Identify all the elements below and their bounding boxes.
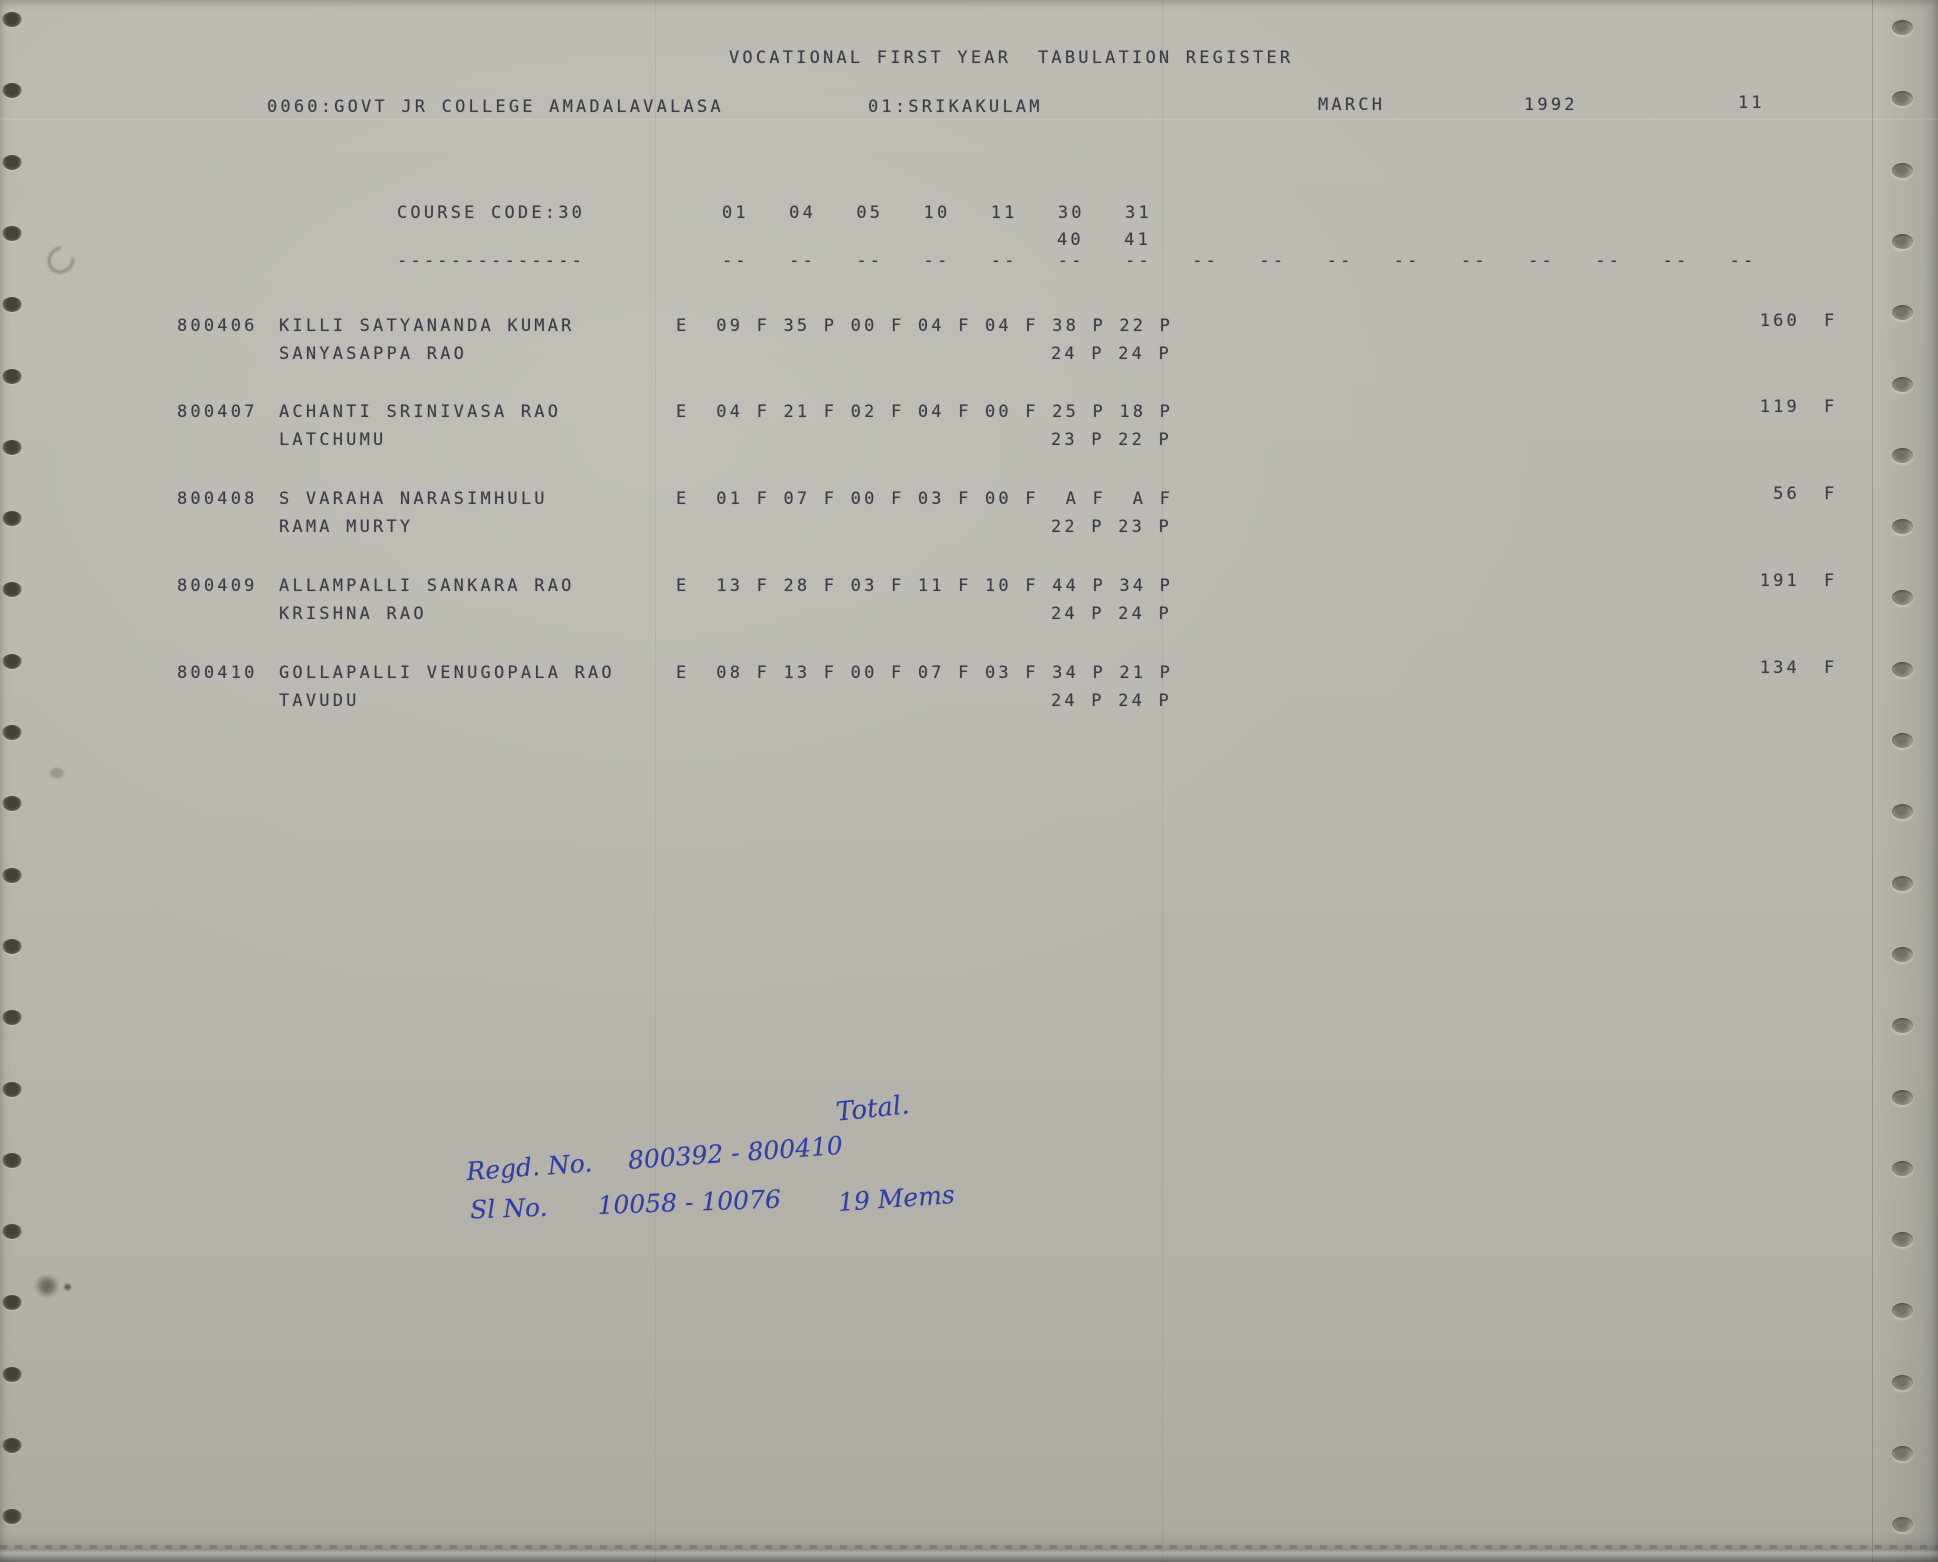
total-marks: 56 — [1773, 484, 1800, 504]
sprocket-hole — [2, 226, 22, 241]
subject-column-headers-line2: 40 41 — [1057, 230, 1152, 250]
total-marks: 160 — [1759, 311, 1800, 331]
marks-line2: 22 P 23 P — [1051, 517, 1172, 537]
sprocket-hole — [2, 654, 22, 669]
total-marks: 191 — [1759, 571, 1800, 591]
result-flag: F — [1824, 658, 1838, 678]
result-flag: F — [1824, 484, 1838, 504]
sprocket-hole — [1892, 377, 1913, 392]
sprocket-hole — [2, 1295, 22, 1310]
underline-columns: -- -- -- -- -- -- -- -- -- -- -- -- -- -- -- -- — [722, 251, 1757, 271]
table-row — [0, 311, 1938, 378]
marks-line1: E 08 F 13 F 00 F 07 F 03 F 34 P 21 P — [676, 663, 1174, 683]
sprocket-hole — [2, 796, 22, 811]
sprocket-hole — [2, 369, 22, 384]
sprocket-hole — [1892, 876, 1913, 891]
paper-smudge — [50, 768, 64, 778]
sprocket-hole — [1892, 519, 1913, 534]
table-row — [0, 484, 1938, 551]
sprocket-hole — [2, 1438, 22, 1453]
father-name: SANYASAPPA RAO — [279, 344, 468, 364]
paper-smudge — [64, 1284, 71, 1290]
sprocket-hole — [2, 297, 22, 312]
paper-crease — [1162, 0, 1163, 1562]
student-name: KILLI SATYANANDA KUMAR — [279, 316, 575, 336]
college-name: 0060:GOVT JR COLLEGE AMADALAVALASA — [267, 97, 724, 117]
result-flag: F — [1824, 397, 1838, 417]
student-name: S VARAHA NARASIMHULU — [279, 489, 548, 509]
sprocket-hole — [1892, 163, 1913, 178]
handwritten-sl-range — [470, 1185, 782, 1225]
sprocket-hole — [2, 155, 22, 170]
sprocket-hole — [2, 868, 22, 883]
underline-course-code: -------------- — [397, 251, 586, 271]
course-code-label: COURSE CODE:30 — [397, 203, 586, 223]
exam-month: MARCH — [1318, 95, 1386, 115]
register-number: 800410 — [177, 663, 258, 683]
handwritten-sl-numbers: 10058 - 10076 — [597, 1184, 782, 1220]
marks-line2: 24 P 24 P — [1051, 344, 1172, 364]
sprocket-hole — [2, 1224, 22, 1239]
register-number: 800408 — [177, 489, 258, 509]
handwritten-regd-numbers: 800392 - 800410 — [627, 1130, 844, 1175]
exam-year: 1992 — [1524, 95, 1578, 115]
student-name: ACHANTI SRINIVASA RAO — [279, 402, 562, 422]
handwritten-regd-label: Regd. No. — [465, 1148, 594, 1187]
marks-line1: E 13 F 28 F 03 F 11 F 10 F 44 P 34 P — [676, 576, 1174, 596]
sprocket-hole — [2, 1010, 22, 1025]
sprocket-hole — [1892, 20, 1913, 35]
perforation-edge — [0, 1545, 1938, 1549]
register-number: 800409 — [177, 576, 258, 596]
paper-smudge — [42, 241, 80, 279]
father-name: RAMA MURTY — [279, 517, 414, 537]
sprocket-hole — [2, 1367, 22, 1382]
table-row — [0, 658, 1938, 725]
sprocket-hole — [1892, 448, 1913, 463]
marks-line2: 23 P 22 P — [1051, 430, 1172, 450]
register-number: 800407 — [177, 402, 258, 422]
total-marks: 119 — [1759, 397, 1800, 417]
page-title: VOCATIONAL FIRST YEAR TABULATION REGISTER — [729, 48, 1294, 68]
sprocket-hole — [2, 511, 22, 526]
handwritten-members-count: 19 Mems — [837, 1179, 956, 1218]
page-number: 11 — [1738, 93, 1765, 113]
marks-line1: E 09 F 35 P 00 F 04 F 04 F 38 P 22 P — [676, 316, 1174, 336]
paper-crease — [655, 0, 656, 1562]
subject-column-headers: 01 04 05 10 11 30 31 — [722, 203, 1152, 223]
sprocket-hole — [2, 725, 22, 740]
sprocket-hole — [2, 939, 22, 954]
sprocket-hole — [2, 440, 22, 455]
sprocket-hole — [1892, 733, 1913, 748]
father-name: LATCHUMU — [279, 430, 387, 450]
sprocket-hole — [1892, 1161, 1913, 1176]
total-marks: 134 — [1759, 658, 1800, 678]
sprocket-hole — [2, 83, 22, 98]
handwritten-total-label: Total. — [834, 1090, 911, 1128]
sprocket-hole — [1892, 662, 1913, 677]
table-row — [0, 571, 1938, 638]
sprocket-hole — [1892, 1446, 1913, 1461]
student-name: GOLLAPALLI VENUGOPALA RAO — [279, 663, 615, 683]
father-name: TAVUDU — [279, 691, 360, 711]
register-number: 800406 — [177, 316, 258, 336]
sprocket-hole — [2, 1153, 22, 1168]
table-row — [0, 397, 1938, 464]
father-name: KRISHNA RAO — [279, 604, 427, 624]
marks-line2: 24 P 24 P — [1051, 691, 1172, 711]
sprocket-hole — [1892, 1232, 1913, 1247]
sprocket-hole — [1892, 1375, 1913, 1390]
sprocket-hole — [2, 1082, 22, 1097]
student-name: ALLAMPALLI SANKARA RAO — [279, 576, 575, 596]
marks-line1: E 01 F 07 F 00 F 03 F 00 F A F A F — [676, 489, 1174, 509]
marks-line2: 24 P 24 P — [1051, 604, 1172, 624]
result-flag: F — [1824, 571, 1838, 591]
result-flag: F — [1824, 311, 1838, 331]
sprocket-hole — [1892, 1090, 1913, 1105]
paper-smudge — [34, 1276, 60, 1296]
sprocket-hole — [2, 1509, 22, 1524]
district-name: 01:SRIKAKULAM — [868, 97, 1043, 117]
sprocket-hole — [1892, 947, 1913, 962]
sprocket-hole — [1892, 234, 1913, 249]
handwritten-sl-label: Sl No. — [469, 1192, 549, 1225]
marks-line1: E 04 F 21 F 02 F 04 F 00 F 25 P 18 P — [676, 402, 1174, 422]
sprocket-hole — [2, 12, 22, 27]
